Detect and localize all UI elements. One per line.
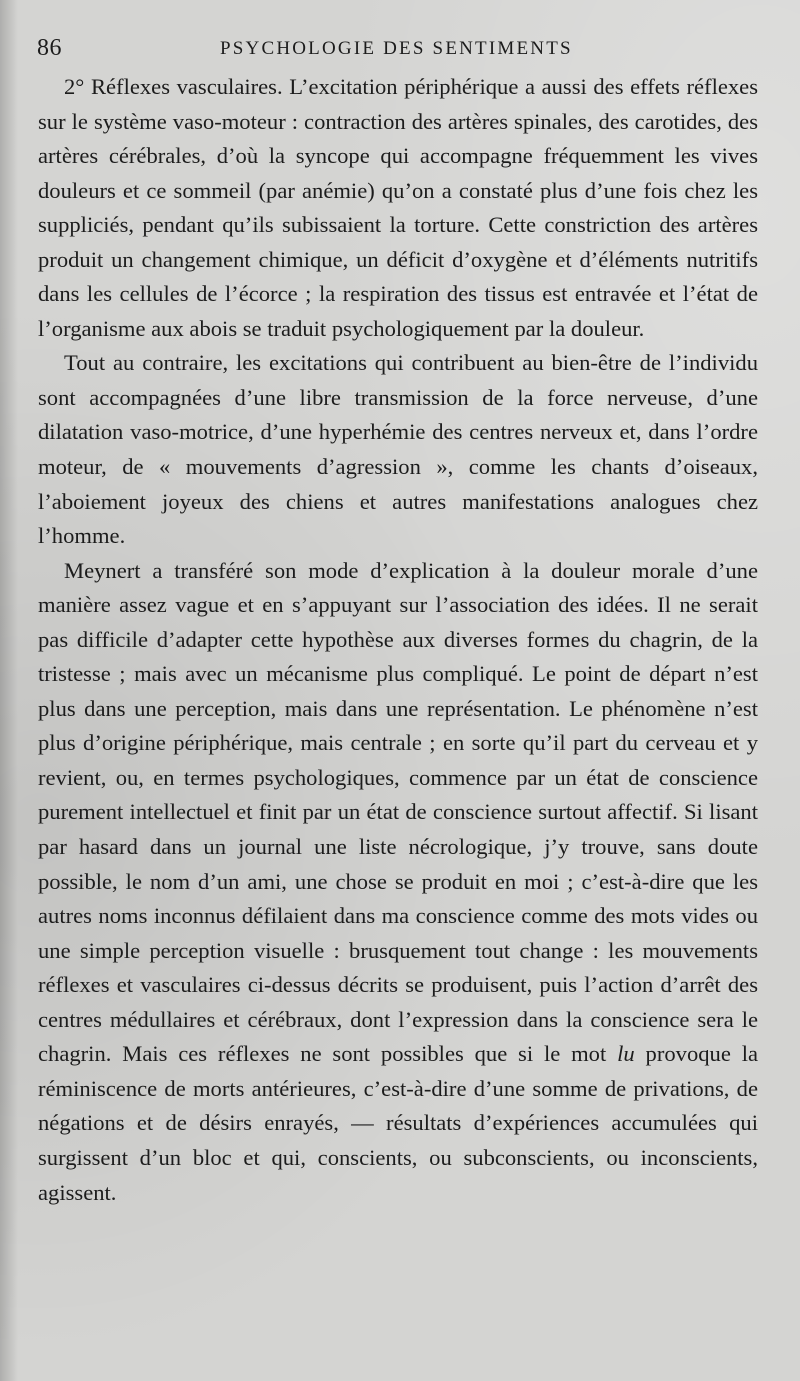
paragraph-meynert-end: provoque la réminiscence de morts antérieures, c’est-à-dire d’une somme de privations, de négations et de désirs enrayés, — résultats d’expériences accumulées qui surgissent d’un bloc et qui, conscients, ou subconscients, ou inconscients, agissent. bbox=[38, 1041, 759, 1205]
italic-word: lu bbox=[617, 1041, 635, 1067]
paragraph-meynert-text: Meynert a transféré son mode d’explication à la douleur morale d’une manière assez vague et en s’appuyant sur l’association des idées. Il ne serait pas difficile d’adapter cette hypothèse aux diverses formes du chagrin, de la tristesse ; mais avec un mécanisme plus compliqué. Le point de départ n’est plus dans une perception, mais dans une représentation. Le phénomène n’est plus d’origine périphérique, mais centrale ; en sorte qu’il part du cerveau et y revient, ou, en termes psychologiques, commence par un état de conscience purement intellectuel et finit par un état de conscience surtout affectif. Si lisant par hasard dans un journal une liste nécrologique, j’y trouve, sans doute possible, le nom d’un ami, une chose se produit en moi ; c’est-à-dire que les autres noms inconnus défilaient dans ma conscience comme des mots vides ou une simple perception visuelle : brusquement tout change : les mouvements réflexes et vasculaires ci-dessus décrits se produisent, puis l’action d’arrêt des centres médullaires et cérébraux, dont l’expression dans la conscience sera le chagrin. Mais ces réflexes ne sont possibles que si le mot bbox=[38, 557, 758, 1067]
paragraph-well-being: Tout au contraire, les excitations qui contribuent au bien-être de l’individu sont accompagnées d’une libre transmission de la force nerveuse, d’une dilatation vaso-motrice, d’une hyperhémie des centres nerveux et, dans l’ordre moteur, de « mouvements d’agression », comme les chants d’oiseaux, l’aboiement joyeux des chiens et autres manifestations analogues chez l’homme. bbox=[38, 350, 758, 549]
page-number: 86 bbox=[37, 35, 62, 61]
page-binding-shadow bbox=[0, 0, 18, 1381]
paragraph-meynert bbox=[38, 554, 758, 1210]
paragraph-vascular-reflexes: 2° Réflexes vasculaires. L’excitation périphérique a aussi des effets réflexes sur le système vaso-moteur : contraction des artères spinales, des carotides, des artères cérébrales, d’où la syncope qui accompagne fréquemment les vives douleurs et ce sommeil (par anémie) qu’on a constaté plus d’une fois chez les suppliciés, pendant qu’ils subissaient la torture. Cette constriction des artères produit un changement chimique, un déficit d’oxygène et d’éléments nutritifs dans les cellules de l’écorce ; la respiration des tissus est entravée et l’état de l’organisme aux abois se traduit psychologiquement par la douleur. bbox=[38, 74, 758, 341]
running-head bbox=[37, 34, 763, 64]
body-text bbox=[38, 70, 758, 1210]
running-title: PSYCHOLOGIE DES SENTIMENTS bbox=[220, 38, 573, 59]
